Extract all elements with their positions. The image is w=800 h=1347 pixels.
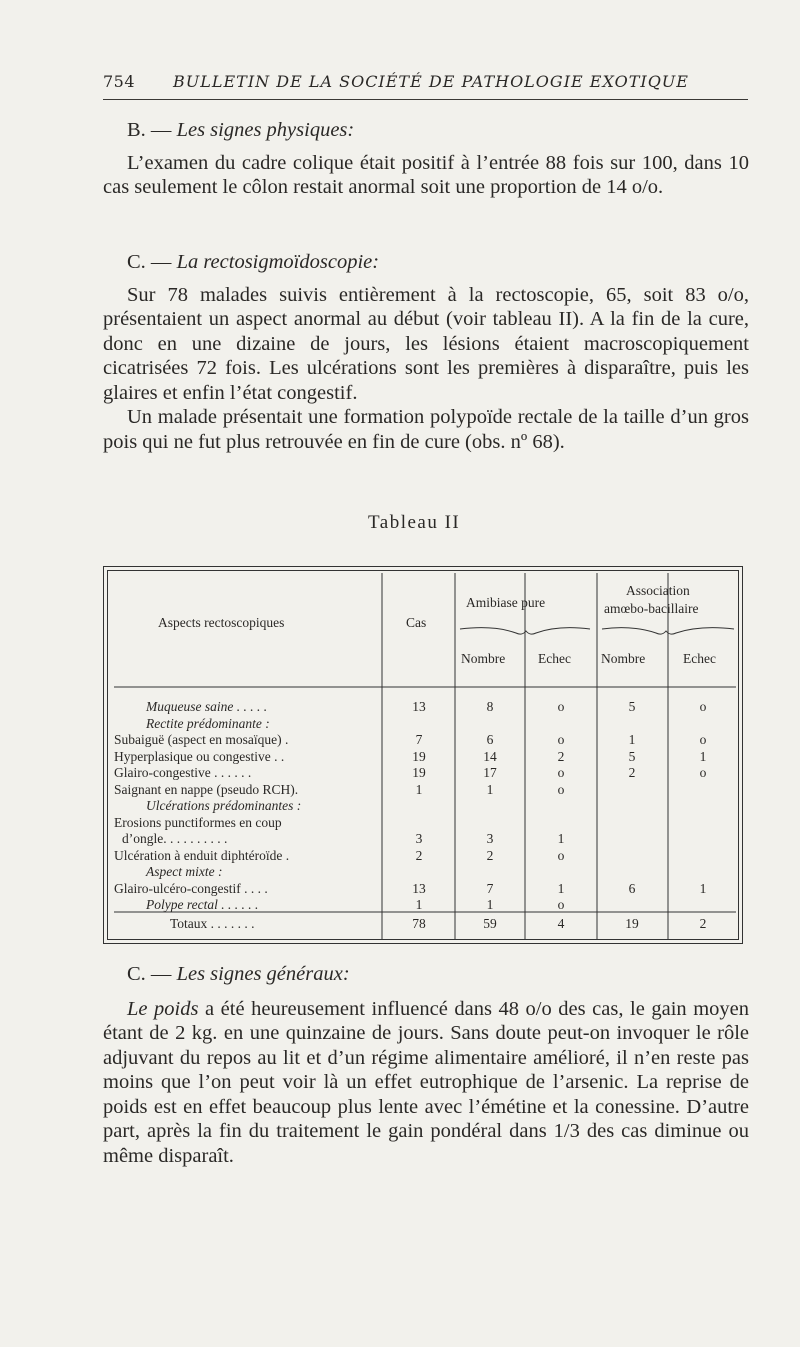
- section-d-heading: C. — Les signes généraux:: [127, 963, 350, 985]
- cell-ae: o: [557, 781, 565, 797]
- table-title: Tableau II: [368, 512, 461, 533]
- row-label: Hyperplasique ou congestive . .: [114, 748, 285, 764]
- total-bn: 19: [625, 916, 639, 931]
- cell-cas: 19: [412, 765, 426, 780]
- cell-be: o: [699, 699, 707, 714]
- section-b-paragraph: L’examen du cadre colique était positif à l’entrée 88 fois sur 100, dans 10 cas seulement le côlon restait anormal soit une proportion de 14 o/o.: [103, 151, 749, 198]
- total-an: 59: [483, 916, 497, 931]
- table-II: [103, 566, 743, 944]
- cell-cas: 19: [412, 748, 426, 764]
- cell-bn: 6: [628, 880, 636, 896]
- row-label: Glairo-ulcéro-congestif . . . .: [114, 880, 268, 896]
- row-label: Aspect mixte :: [146, 864, 223, 879]
- section-c-paragraph-1: Sur 78 malades suivis entièrement à la rectoscopie, 65, soit 83 o/o, présentaient un aspect anormal au début (voir tableau II). A la fin de la cure, donc en une dizaine de jours, les lésions étaient macroscopiquement cicatrisées 72 fois. Les ulcérations sont les premières à disparaître, puis les glaires et enfin l’état congestif.: [103, 283, 749, 404]
- cell-bn: 5: [628, 748, 636, 764]
- cell-ae: o: [557, 847, 565, 863]
- cell-ae: o: [557, 765, 565, 780]
- cell-ae: o: [557, 699, 565, 714]
- total-be: 2: [699, 916, 707, 931]
- cell-an: 3: [486, 831, 494, 846]
- header-nombre-b: Nombre: [601, 651, 646, 666]
- totals-label: Totaux . . . . . . .: [170, 916, 255, 931]
- cell-an: 1: [486, 781, 494, 797]
- cell-an: 1: [486, 897, 494, 912]
- header-association: Association: [626, 583, 690, 598]
- cell-an: 17: [483, 765, 497, 780]
- cell-cas: 1: [415, 781, 423, 797]
- page-number: 754: [103, 72, 136, 91]
- header-aspects: Aspects rectoscopiques: [158, 615, 285, 630]
- cell-an: 8: [486, 699, 494, 714]
- header-amibiase: Amibiase pure: [466, 595, 546, 610]
- header-cas: Cas: [406, 615, 427, 630]
- cell-ae: 1: [557, 880, 565, 896]
- cell-be: 1: [699, 748, 707, 764]
- running-header: [103, 72, 748, 100]
- cell-be: o: [699, 732, 707, 747]
- total-cas: 78: [412, 916, 426, 931]
- header-nombre-a: Nombre: [461, 651, 506, 666]
- section-d-paragraph: Le poids a été heureusement influencé dans 48 o/o des cas, le gain moyen étant de 2 kg. en une quinzaine de jours. Sans doute peut-on invoquer le rôle adjuvant du repos au lit et d’un régime alimentaire amélioré, il n’en reste pas moins que l’on peut voir là un effet eutrophique de l’arsenic. La reprise de poids est en effet beaucoup plus lente avec l’émétine et la conessine. D’autre part, après la fin du traitement le gain pondéral dans 1/3 des cas diminue ou même disparaît.: [103, 997, 749, 1167]
- cell-cas: 3: [415, 831, 423, 846]
- cell-ae: 1: [557, 831, 565, 846]
- total-ae: 4: [557, 916, 565, 931]
- cell-an: 6: [486, 732, 494, 747]
- cell-bn: 5: [628, 699, 636, 714]
- section-b: [103, 118, 749, 200]
- cell-ae: o: [557, 897, 565, 912]
- cell-cas: 13: [412, 699, 426, 714]
- header-echec-b: Echec: [683, 651, 716, 666]
- row-label: Erosions punctiformes en coup: [114, 814, 282, 830]
- header-association-2: amœbo-bacillaire: [604, 601, 699, 616]
- journal-title: BULLETIN DE LA SOCIÉTÉ DE PATHOLOGIE EXOTIQUE: [173, 72, 689, 91]
- row-label: Glairo-congestive . . . . . .: [114, 765, 252, 780]
- row-label: Ulcération à enduit diphtéroïde .: [114, 847, 290, 863]
- section-c-paragraph-2: Un malade présentait une formation polypoïde rectale de la taille d’un gros pois qui ne fut plus retrouvée en fin de cure (obs. nº 68).: [103, 406, 749, 453]
- section-c-heading: C. — La rectosigmoïdoscopie:: [127, 251, 380, 273]
- cell-an: 2: [486, 847, 494, 863]
- section-d: [103, 962, 749, 1168]
- cell-be: 1: [699, 880, 707, 896]
- section-b-heading: B. — Les signes physiques:: [127, 119, 355, 141]
- cell-be: o: [699, 765, 707, 780]
- row-label: Rectite prédominante :: [146, 715, 270, 731]
- row-label: d’ongle. . . . . . . . . .: [122, 831, 228, 846]
- section-c: [103, 250, 749, 454]
- cell-cas: 2: [415, 847, 423, 863]
- row-label: Saignant en nappe (pseudo RCH).: [114, 781, 299, 797]
- cell-ae: o: [557, 732, 565, 747]
- cell-cas: 1: [415, 897, 423, 912]
- cell-cas: 7: [415, 732, 423, 747]
- row-label: Ulcérations prédominantes :: [146, 798, 302, 813]
- row-label: Subaiguë (aspect en mosaïque) .: [114, 732, 289, 747]
- header-echec-a: Echec: [538, 651, 571, 666]
- cell-an: 14: [483, 748, 497, 764]
- cell-an: 7: [486, 880, 494, 896]
- row-label: Muqueuse saine . . . . .: [146, 699, 268, 714]
- cell-bn: 2: [628, 765, 636, 780]
- cell-ae: 2: [557, 748, 565, 764]
- cell-cas: 13: [412, 880, 426, 896]
- row-label: Polype rectal . . . . . .: [146, 897, 259, 912]
- cell-bn: 1: [628, 732, 636, 747]
